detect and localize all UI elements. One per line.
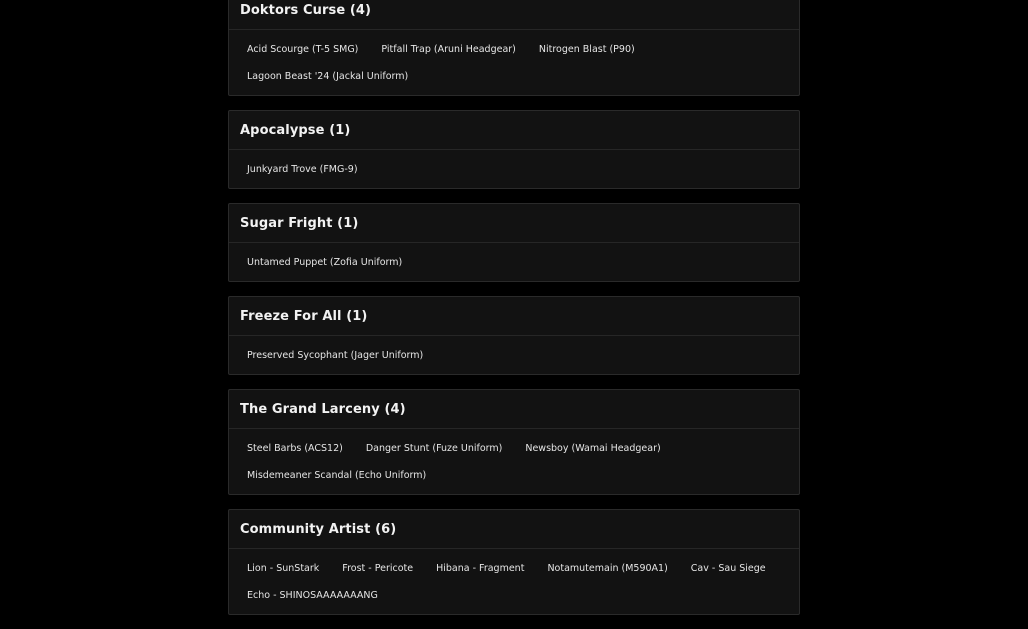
event-section-title: Doktors Curse (4) [240, 2, 372, 18]
event-item[interactable]: Untamed Puppet (Zofia Uniform) [247, 257, 403, 268]
event-item-list [229, 150, 799, 188]
event-item[interactable]: Lagoon Beast '24 (Jackal Uniform) [247, 71, 409, 82]
event-section [228, 203, 800, 282]
event-item[interactable]: Notamutemain (M590A1) [547, 563, 668, 574]
event-item-list [229, 336, 799, 374]
event-item-list [229, 549, 799, 614]
event-item[interactable]: Cav - Sau Siege [690, 563, 766, 574]
event-section [228, 110, 800, 189]
event-section-title: Community Artist (6) [240, 521, 397, 537]
event-section-header [229, 390, 799, 429]
event-item[interactable]: Junkyard Trove (FMG-9) [247, 164, 358, 175]
event-item[interactable]: Pitfall Trap (Aruni Headgear) [381, 44, 516, 55]
event-item[interactable]: Frost - Pericote [342, 563, 414, 574]
event-item[interactable]: Echo - SHINOSAAAAAAANG [247, 590, 378, 601]
event-section-title: The Grand Larceny (4) [240, 401, 406, 417]
event-section-header [229, 111, 799, 150]
event-item[interactable]: Lion - SunStark [247, 563, 320, 574]
event-section-title: Apocalypse (1) [240, 122, 351, 138]
event-item[interactable]: Steel Barbs (ACS12) [247, 443, 343, 454]
event-section-header [229, 0, 799, 30]
event-item[interactable]: Danger Stunt (Fuze Uniform) [365, 443, 503, 454]
event-section-header [229, 297, 799, 336]
event-collection-list [228, 0, 800, 629]
event-section-header [229, 510, 799, 549]
event-section [228, 0, 800, 96]
event-section-header [229, 204, 799, 243]
event-section [228, 296, 800, 375]
event-item[interactable]: Misdemeaner Scandal (Echo Uniform) [247, 470, 427, 481]
event-section [228, 389, 800, 495]
event-item-list [229, 30, 799, 95]
event-item-list [229, 243, 799, 281]
event-item[interactable]: Acid Scourge (T-5 SMG) [247, 44, 359, 55]
event-item[interactable]: Hibana - Fragment [436, 563, 525, 574]
event-item[interactable]: Preserved Sycophant (Jager Uniform) [247, 350, 424, 361]
event-section-title: Sugar Fright (1) [240, 215, 359, 231]
event-item[interactable]: Newsboy (Wamai Headgear) [525, 443, 661, 454]
event-item[interactable]: Nitrogen Blast (P90) [538, 44, 635, 55]
event-item-list [229, 429, 799, 494]
event-section-title: Freeze For All (1) [240, 308, 368, 324]
event-section [228, 509, 800, 615]
